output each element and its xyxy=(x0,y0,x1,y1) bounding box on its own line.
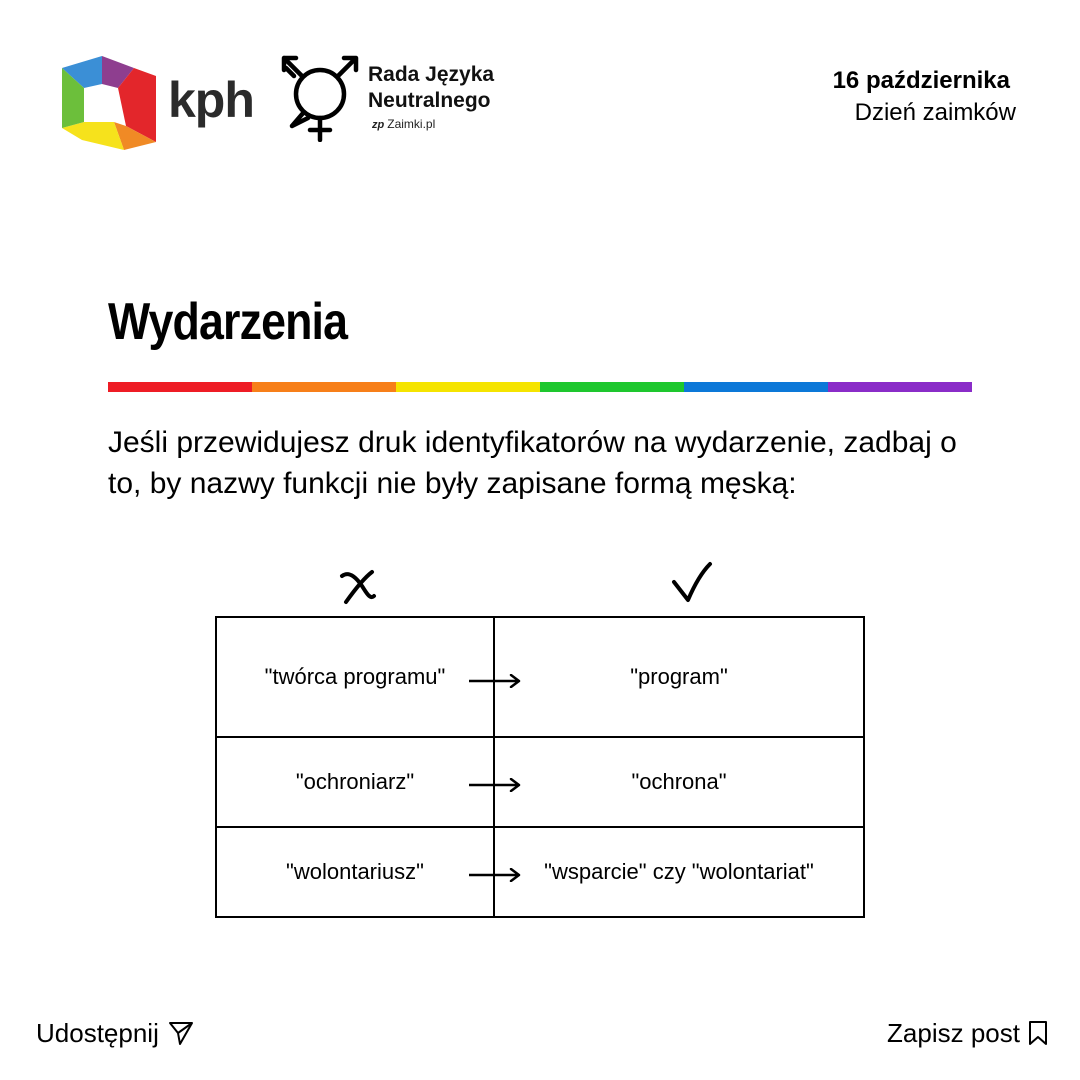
stripe-segment xyxy=(252,382,396,392)
send-icon xyxy=(167,1019,195,1047)
rjn-site-label: Zaimki.pl xyxy=(387,117,436,131)
table-row xyxy=(216,737,864,827)
stripe-segment xyxy=(108,382,252,392)
stripe-segment xyxy=(396,382,540,392)
table-row xyxy=(216,617,864,737)
comparison-table xyxy=(215,616,865,918)
stripe-segment xyxy=(684,382,828,392)
bookmark-icon xyxy=(1028,1020,1048,1046)
wrong-term-cell xyxy=(216,827,494,917)
stripe-segment xyxy=(540,382,684,392)
zaimki-logo-icon: zp xyxy=(372,119,385,131)
wrong-term: "wolontariusz" xyxy=(286,859,424,884)
kph-logo xyxy=(62,56,158,152)
share-button[interactable] xyxy=(36,1016,195,1050)
rjn-site xyxy=(372,116,435,133)
right-term-cell xyxy=(494,827,864,917)
description-paragraph: Jeśli przewidujesz druk identyfikatorów na wydarzenie, zadbaj o to, by nazwy funkcji nie były zapisane formą męską: xyxy=(108,426,957,500)
rainbow-stripe xyxy=(108,382,972,392)
right-term: "ochrona" xyxy=(631,769,727,794)
x-mark-icon xyxy=(338,566,378,606)
arrow-right-icon xyxy=(469,868,521,882)
arrow-right-icon xyxy=(469,778,521,792)
wrong-term: "ochroniarz" xyxy=(295,769,415,794)
save-post-button[interactable] xyxy=(887,1016,1048,1050)
date: 16 października xyxy=(832,67,1010,94)
check-mark-icon xyxy=(670,560,714,606)
wrong-term-cell xyxy=(216,617,494,737)
wrong-term: "twórca programu" xyxy=(264,664,446,689)
save-label: Zapisz post xyxy=(887,1018,1020,1048)
right-term-cell xyxy=(494,737,864,827)
table-row xyxy=(216,827,864,917)
rjn-title xyxy=(368,62,494,114)
right-term-cell xyxy=(494,617,864,737)
share-label: Udostępnij xyxy=(36,1018,159,1048)
arrow-right-icon xyxy=(469,674,521,688)
kph-logo-text: kph xyxy=(168,72,254,128)
wrong-term-cell xyxy=(216,737,494,827)
page-title: Wydarzenia xyxy=(108,293,348,351)
rjn-title-line1: Rada Języka xyxy=(368,63,495,86)
right-term: "wsparcie" czy "wolontariat" xyxy=(544,859,814,884)
event-name: Dzień zaimków xyxy=(854,99,1016,126)
stripe-segment xyxy=(828,382,972,392)
gender-symbol-logo xyxy=(278,52,364,142)
rjn-title-line2: Neutralnego xyxy=(368,89,491,112)
right-term: "program" xyxy=(630,664,728,689)
